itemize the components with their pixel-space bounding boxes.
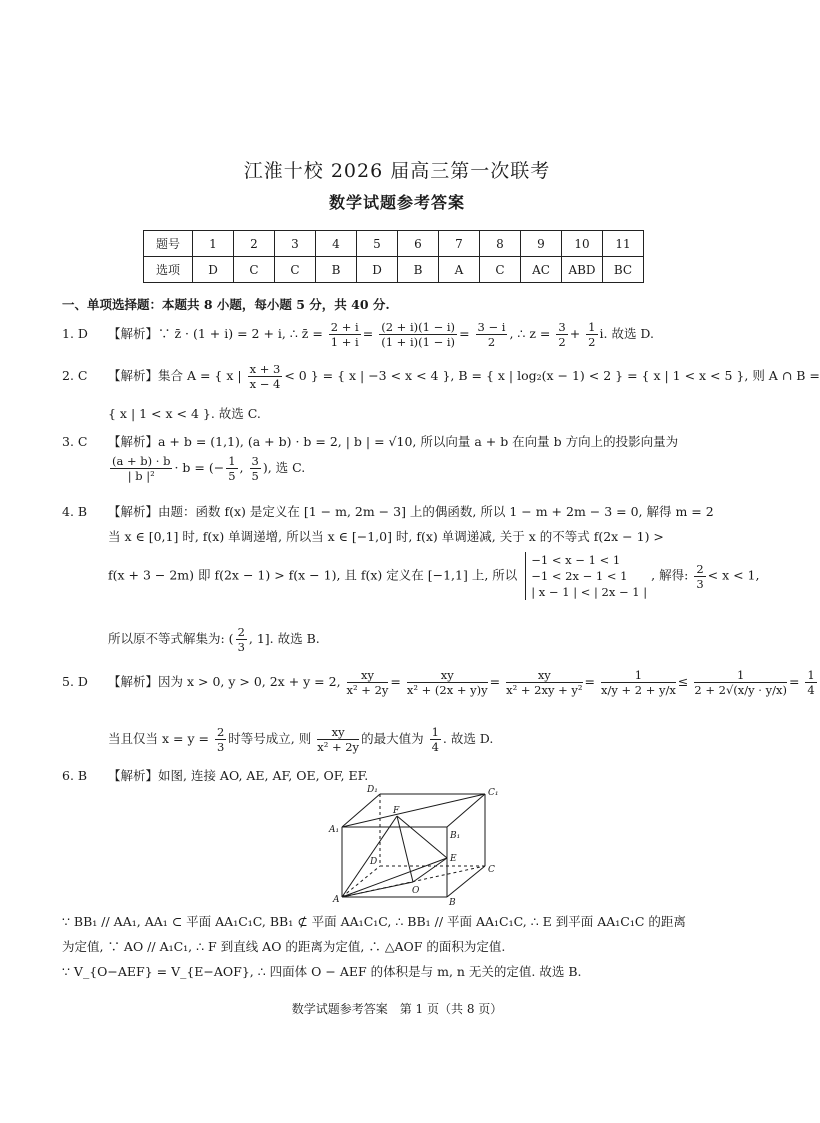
table-cell: B	[398, 257, 439, 283]
question-number: 4. B	[62, 504, 88, 519]
table-cell: 4	[316, 231, 357, 257]
table-cell: D	[193, 257, 234, 283]
question-6-line4: ∵ V_{O−AEF} = V_{E−AOF}, ∴ 四面体 O − AEF 的体积是与 m, n 无关的定值. 故选 B.	[62, 964, 582, 979]
figure-label: D₁	[367, 785, 378, 795]
table-cell: 6	[398, 231, 439, 257]
table-cell: 7	[439, 231, 480, 257]
question-2: 2. C 【解析】集合 A = { x | $\frac{x + 3}{x - 4}$ < 0 } = { x | −3 < x < 4 }, B = { x | log₂(x − 1) < 2 } = { x | 1 < x < 5 }, 则 A ∩ B =	[62, 362, 820, 391]
fraction: $\frac{1}{5}$	[228, 454, 236, 483]
figure-label: E	[450, 854, 457, 864]
fraction: $\frac{1}{4}$	[431, 725, 439, 754]
fraction: $\frac{2}{3}$	[216, 725, 225, 754]
question-3: 3. C 【解析】a + b = (1,1), (a + b) · b = 2, | b | = √10, 所以向量 a + b 在向量 b 方向上的投影向量为	[62, 434, 679, 449]
figure-label: O	[412, 886, 420, 896]
fraction: $\frac{1}{x/y + 2 + y/x}$	[600, 668, 676, 697]
page-title: 江淮十校 2026 届高三第一次联考	[243, 160, 551, 182]
table-cell: A	[439, 257, 480, 283]
figure-label: D	[370, 857, 378, 867]
question-5: 5. D 【解析】因为 x > 0, y > 0, 2x + y = 2, $\frac{xy}{\text{x² + 2y}}$ = $\frac{xy}{\text{x² + (2x + y)y}}$ = $\frac{xy}{\text{x² + 2xy + y²}}$ = $\frac{1}{x/y + 2 + y/x}$ ≤ $\frac{1}{2 + 2√(x/y \cdot y/x)}$ = $\frac{1}{4}$	[62, 668, 815, 697]
question-2-continuation: { x | 1 < x < 4 }. 故选 C.	[108, 406, 261, 421]
fraction: $\frac{3 - i}{2}$	[477, 320, 506, 349]
fraction: $\frac{3}{2}$	[558, 320, 566, 349]
fraction: $\frac{x + 3}{x - 4}$	[249, 362, 281, 391]
table-cell: 9	[521, 231, 562, 257]
prism-figure	[325, 780, 515, 908]
table-cell: 3	[275, 231, 316, 257]
table-cell: BC	[603, 257, 644, 283]
question-number: 6. B	[62, 768, 88, 783]
fraction: $\frac{(a + b) \cdot b}{\text{| b |²}}$	[112, 454, 171, 483]
figure-label: B	[449, 898, 456, 908]
table-cell: B	[316, 257, 357, 283]
figure-label: C	[488, 865, 495, 875]
question-3-continuation: $\frac{(a + b) \cdot b}{\text{| b |²}}$ · b = (− $\frac{1}{5}$ , $\frac{3}{5}$ ), 选 C.	[112, 454, 306, 483]
table-cell: C	[234, 257, 275, 283]
page-footer: 数学试题参考答案 第 1 页（共 8 页）	[291, 1002, 503, 1016]
question-number: 2. C	[62, 368, 88, 383]
question-6: 6. B 【解析】如图, 连接 AO, AE, AF, OE, OF, EF.	[62, 768, 369, 783]
table-cell: 5	[357, 231, 398, 257]
fraction: $\frac{xy}{\text{x² + (2x + y)y}}$	[406, 668, 488, 697]
question-4: 4. B 【解析】由题：函数 f(x) 是定义在 [1 − m, 2m − 3] 上的偶函数, 所以 1 − m + 2m − 3 = 0, 解得 m = 2	[62, 504, 714, 519]
table-cell: ABD	[562, 257, 603, 283]
question-4-line4: 所以原不等式解集为: ( $\frac{2}{3}$ , 1]. 故选 B.	[108, 625, 320, 654]
question-number: 5. D	[62, 674, 88, 689]
fraction: $\frac{xy}{\text{x² + 2y}}$	[346, 668, 389, 697]
figure-label: B₁	[450, 831, 461, 841]
answer-table-row-numbers	[144, 231, 644, 257]
answer-table-header: 选项	[144, 257, 193, 283]
fraction: $\frac{1}{2 + 2√(x/y \cdot y/x)}$	[694, 668, 787, 697]
table-cell: 8	[480, 231, 521, 257]
fraction: $\frac{xy}{\text{x² + 2y}}$	[317, 725, 360, 754]
inequality-system: −1 < x − 1 < 1 −1 < 2x − 1 < 1 | x − 1 | < | 2x − 1 |	[525, 552, 647, 600]
question-6-line2: ∵ BB₁ // AA₁, AA₁ ⊂ 平面 AA₁C₁C, BB₁ ⊄ 平面 AA₁C₁C, ∴ BB₁ // 平面 AA₁C₁C, ∴ E 到平面 AA₁C₁C 的距离	[62, 914, 686, 929]
fraction: $\frac{xy}{\text{x² + 2xy + y²}}$	[506, 668, 583, 697]
figure-label: C₁	[488, 788, 499, 798]
fraction: $\frac{2 + i}{1 + i}$	[330, 320, 359, 349]
table-cell: C	[480, 257, 521, 283]
table-cell: 1	[193, 231, 234, 257]
section-heading: 一、单项选择题：本题共 8 小题，每小题 5 分，共 40 分.	[62, 297, 390, 312]
page-subtitle: 数学试题参考答案	[328, 193, 465, 212]
fraction: $\frac{1}{4}$	[807, 668, 815, 697]
fraction: $\frac{2}{3}$	[696, 561, 704, 591]
table-cell: 10	[562, 231, 603, 257]
table-cell: 11	[603, 231, 644, 257]
answer-table	[143, 230, 644, 283]
figure-label: A	[333, 895, 340, 905]
answer-table-header: 题号	[144, 231, 193, 257]
table-cell: C	[275, 257, 316, 283]
table-cell: 2	[234, 231, 275, 257]
figure-label: F	[393, 806, 400, 816]
question-number: 1. D	[62, 326, 88, 341]
fraction: $\frac{2}{3}$	[237, 625, 245, 654]
answer-table-row-answers	[144, 257, 644, 283]
figure-label: A₁	[329, 825, 340, 835]
fraction: $\frac{(2 + i)(1 - i)}{(1 + i)(1 - i)}$	[381, 320, 456, 349]
fraction: $\frac{3}{5}$	[251, 454, 259, 483]
question-4-line2: 当 x ∈ [0,1] 时, f(x) 单调递增, 所以当 x ∈ [−1,0] 时, f(x) 单调递减, 关于 x 的不等式 f(2x − 1) >	[108, 529, 664, 544]
question-1: 1. D 【解析】∵ z̄ · (1 + i) = 2 + i, ∴ z̄ = $\frac{2 + i}{1 + i}$ = $\frac{(2 + i)(1 - i)}{(1 + i)(1 - i)}$ = $\frac{3 - i}{2}$ , ∴ z = $\frac{3}{2}$ + $\frac{1}{2}$ i. 故选 D.	[62, 320, 654, 349]
question-6-line3: 为定值, ∵ AO // A₁C₁, ∴ F 到直线 AO 的距离为定值, ∴ △AOF 的面积为定值.	[62, 939, 506, 954]
question-4-line3: f(x + 3 − 2m) 即 f(2x − 1) > f(x − 1), 且 f(x) 定义在 [−1,1] 上, 所以 −1 < x − 1 < 1 −1 < 2x − 1 < 1 | x − 1 | < | 2x − 1 | , 解得: $\frac{2}{3}$ < x < 1,	[108, 553, 760, 599]
question-number: 3. C	[62, 434, 88, 449]
table-cell: D	[357, 257, 398, 283]
fraction: $\frac{1}{2}$	[588, 320, 596, 349]
table-cell: AC	[521, 257, 562, 283]
question-5-line2: 当且仅当 x = y = $\frac{2}{3}$ 时等号成立, 则 $\frac{xy}{\text{x² + 2y}}$ 的最大值为 $\frac{1}{4}$ . 故选 D.	[108, 725, 494, 754]
